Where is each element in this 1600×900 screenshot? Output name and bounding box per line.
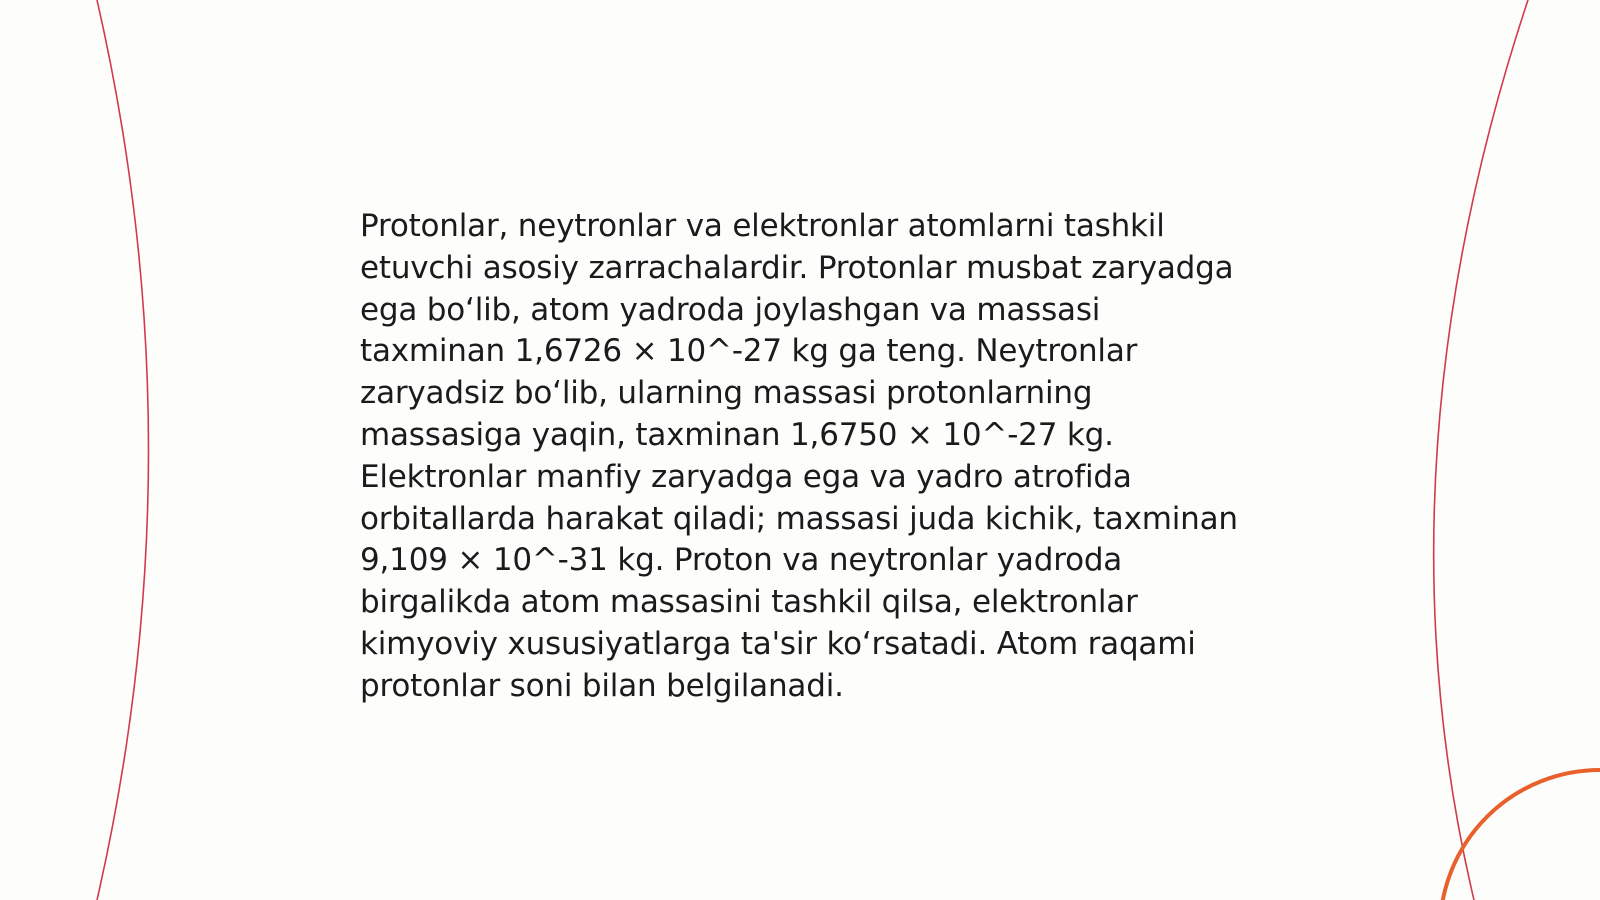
accent-orange-arc [1440,770,1600,900]
left-curve-line [97,0,149,900]
right-curve-line [1434,0,1528,900]
body-paragraph: Protonlar, neytronlar va elektronlar atomlarni tashkil etuvchi asosiy zarrachalardir. Protonlar musbat zaryadga ega bo‘lib, atom yadroda joylashgan va massasi taxminan 1,6726 × 10^-27 kg ga teng. Neytronlar zaryadsiz bo‘lib, ularning massasi protonlarning massasiga yaqin, taxminan 1,6750 × 10^-27 kg. Elektronlar manfiy zaryadga ega va yadro atrofida orbitallarda harakat qiladi; massasi juda kichik, taxminan 9,109 × 10^-31 kg. Proton va neytronlar yadroda birgalikda atom massasini tashkil qilsa, elektronlar kimyoviy xususiyatlarga ta'sir ko‘rsatadi. Atom raqami protonlar soni bilan belgilanadi. [360,208,1238,704]
